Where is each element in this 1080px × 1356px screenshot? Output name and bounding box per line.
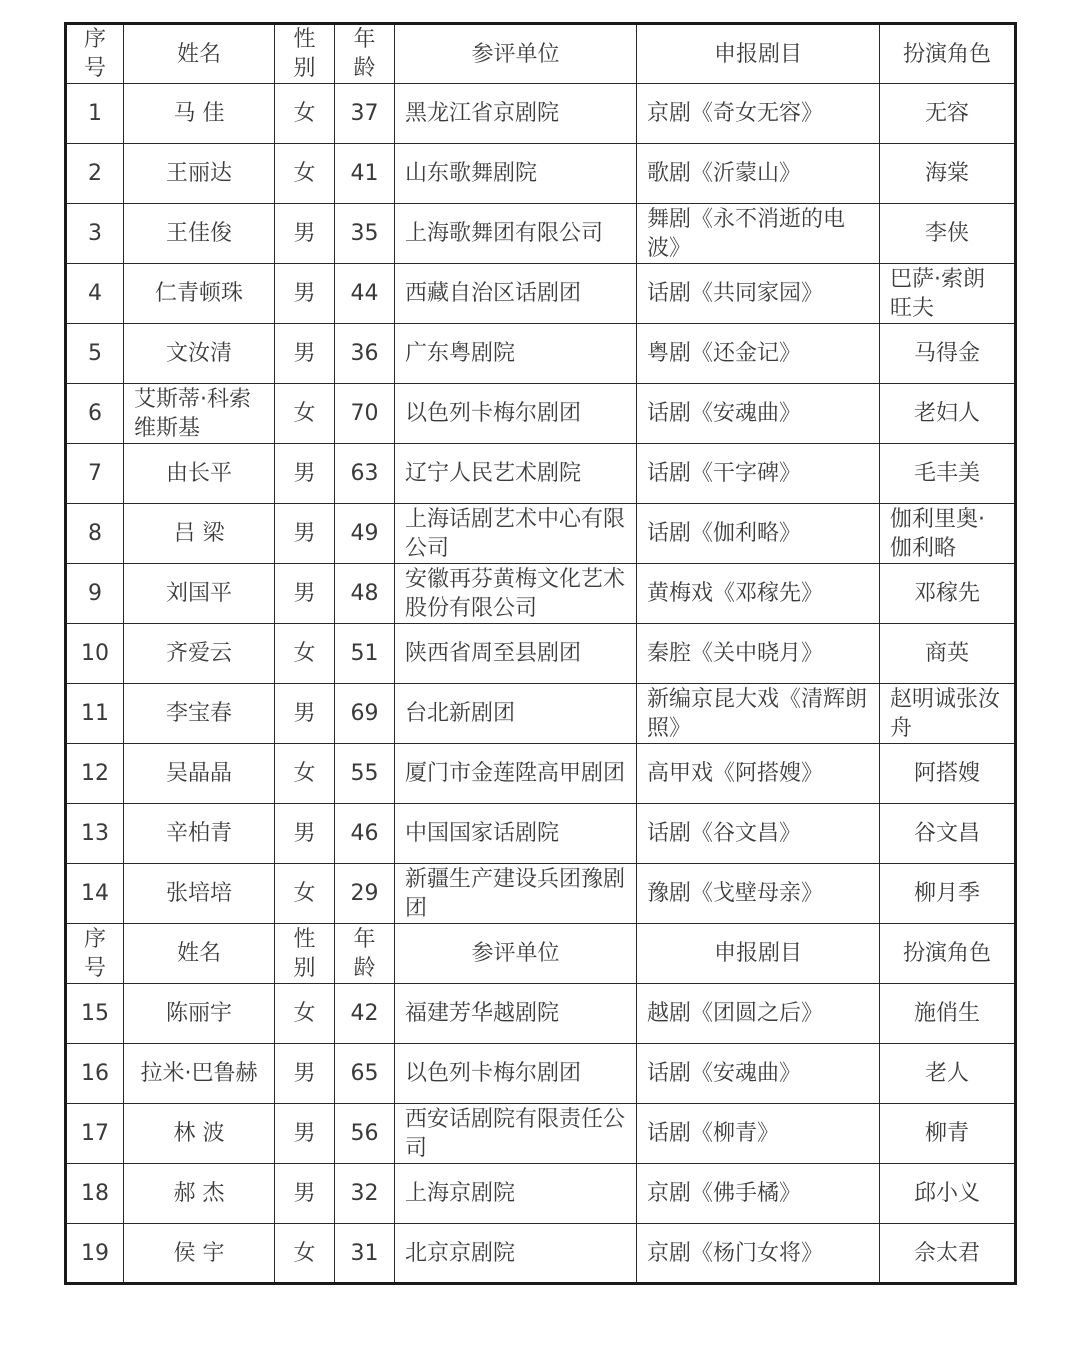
cell-gender: 男 (275, 804, 335, 864)
cell-unit: 台北新剧团 (395, 684, 637, 744)
cell-index: 18 (66, 1164, 124, 1224)
cell-age: 29 (335, 864, 395, 924)
cell-play: 话剧《干字碑》 (637, 444, 880, 504)
table-row (66, 444, 1016, 504)
cell-gender: 女 (275, 144, 335, 204)
cell-play: 黄梅戏《邓稼先》 (637, 564, 880, 624)
table-header-row (66, 24, 1016, 84)
cell-role: 佘太君 (880, 1224, 1016, 1284)
cell-index: 9 (66, 564, 124, 624)
cell-name: 刘国平 (124, 564, 275, 624)
cell-play: 秦腔《关中晓月》 (637, 624, 880, 684)
cell-gender: 男 (275, 684, 335, 744)
cell-unit: 辽宁人民艺术剧院 (395, 444, 637, 504)
cell-age: 36 (335, 324, 395, 384)
cell-gender: 女 (275, 864, 335, 924)
table-row (66, 1044, 1016, 1104)
cell-index: 15 (66, 984, 124, 1044)
cell-play: 话剧《共同家园》 (637, 264, 880, 324)
cell-index: 5 (66, 324, 124, 384)
cell-age: 42 (335, 984, 395, 1044)
cell-gender: 男 (275, 564, 335, 624)
cell-index: 12 (66, 744, 124, 804)
cell-role: 施俏生 (880, 984, 1016, 1044)
cell-gender: 男 (275, 1044, 335, 1104)
cell-unit: 西安话剧院有限责任公司 (395, 1104, 637, 1164)
table-row (66, 624, 1016, 684)
table-row (66, 1164, 1016, 1224)
cell-index: 8 (66, 504, 124, 564)
cell-gender: 女 (275, 1224, 335, 1284)
table-row (66, 1104, 1016, 1164)
cell-play: 话剧《伽利略》 (637, 504, 880, 564)
cell-index: 17 (66, 1104, 124, 1164)
header-name: 姓名 (124, 24, 275, 84)
cell-play: 京剧《佛手橘》 (637, 1164, 880, 1224)
cell-play: 新编京昆大戏《清辉朗照》 (637, 684, 880, 744)
cell-age: 70 (335, 384, 395, 444)
cell-role: 老人 (880, 1044, 1016, 1104)
cell-play: 豫剧《戈壁母亲》 (637, 864, 880, 924)
header-index: 序 号 (66, 924, 124, 984)
cell-unit: 中国国家话剧院 (395, 804, 637, 864)
cell-age: 35 (335, 204, 395, 264)
cell-role: 柳青 (880, 1104, 1016, 1164)
cell-gender: 男 (275, 324, 335, 384)
header-age: 年 龄 (335, 924, 395, 984)
cell-age: 69 (335, 684, 395, 744)
cell-name: 艾斯蒂·科索维斯基 (124, 384, 275, 444)
table-row (66, 264, 1016, 324)
cell-name: 侯 宇 (124, 1224, 275, 1284)
cell-play: 京剧《杨门女将》 (637, 1224, 880, 1284)
cell-unit: 北京京剧院 (395, 1224, 637, 1284)
cell-age: 46 (335, 804, 395, 864)
cell-age: 51 (335, 624, 395, 684)
cell-index: 6 (66, 384, 124, 444)
header-index: 序 号 (66, 24, 124, 84)
table-row (66, 504, 1016, 564)
cell-role: 李侠 (880, 204, 1016, 264)
cell-role: 商英 (880, 624, 1016, 684)
cell-index: 13 (66, 804, 124, 864)
cell-unit: 广东粤剧院 (395, 324, 637, 384)
table-row (66, 984, 1016, 1044)
cell-gender: 男 (275, 444, 335, 504)
cell-role: 邱小义 (880, 1164, 1016, 1224)
cell-role: 海棠 (880, 144, 1016, 204)
cell-name: 齐爱云 (124, 624, 275, 684)
table-row (66, 864, 1016, 924)
cell-role: 谷文昌 (880, 804, 1016, 864)
cell-index: 2 (66, 144, 124, 204)
cell-gender: 女 (275, 624, 335, 684)
cell-index: 10 (66, 624, 124, 684)
cell-unit: 西藏自治区话剧团 (395, 264, 637, 324)
cell-play: 话剧《安魂曲》 (637, 1044, 880, 1104)
cell-role: 马得金 (880, 324, 1016, 384)
cell-play: 高甲戏《阿搭嫂》 (637, 744, 880, 804)
cell-age: 41 (335, 144, 395, 204)
cell-index: 1 (66, 84, 124, 144)
cell-index: 4 (66, 264, 124, 324)
cell-gender: 男 (275, 1104, 335, 1164)
table-row (66, 324, 1016, 384)
table-row (66, 684, 1016, 744)
cell-play: 话剧《安魂曲》 (637, 384, 880, 444)
header-unit: 参评单位 (395, 924, 637, 984)
header-gender: 性 别 (275, 24, 335, 84)
cell-unit: 新疆生产建设兵团豫剧团 (395, 864, 637, 924)
table-row (66, 744, 1016, 804)
nominee-table (64, 22, 1017, 1285)
cell-age: 37 (335, 84, 395, 144)
cell-role: 赵明诚张汝舟 (880, 684, 1016, 744)
table-row (66, 1224, 1016, 1284)
cell-unit: 以色列卡梅尔剧团 (395, 384, 637, 444)
cell-age: 49 (335, 504, 395, 564)
table-header-row (66, 924, 1016, 984)
cell-play: 话剧《谷文昌》 (637, 804, 880, 864)
cell-gender: 女 (275, 84, 335, 144)
cell-age: 44 (335, 264, 395, 324)
cell-name: 张培培 (124, 864, 275, 924)
cell-unit: 陕西省周至县剧团 (395, 624, 637, 684)
cell-age: 55 (335, 744, 395, 804)
table-row (66, 804, 1016, 864)
cell-age: 32 (335, 1164, 395, 1224)
cell-gender: 女 (275, 744, 335, 804)
table-row (66, 564, 1016, 624)
table-row (66, 144, 1016, 204)
cell-name: 李宝春 (124, 684, 275, 744)
cell-unit: 山东歌舞剧院 (395, 144, 637, 204)
table-body (66, 24, 1016, 1284)
cell-name: 王丽达 (124, 144, 275, 204)
cell-role: 阿搭嫂 (880, 744, 1016, 804)
cell-name: 吴晶晶 (124, 744, 275, 804)
cell-name: 郝 杰 (124, 1164, 275, 1224)
cell-name: 马 佳 (124, 84, 275, 144)
cell-unit: 福建芳华越剧院 (395, 984, 637, 1044)
cell-unit: 以色列卡梅尔剧团 (395, 1044, 637, 1104)
cell-role: 无容 (880, 84, 1016, 144)
header-role: 扮演角色 (880, 924, 1016, 984)
cell-gender: 男 (275, 264, 335, 324)
cell-index: 7 (66, 444, 124, 504)
cell-name: 仁青顿珠 (124, 264, 275, 324)
cell-name: 王佳俊 (124, 204, 275, 264)
cell-play: 话剧《柳青》 (637, 1104, 880, 1164)
cell-gender: 女 (275, 384, 335, 444)
cell-name: 文汝清 (124, 324, 275, 384)
cell-role: 毛丰美 (880, 444, 1016, 504)
header-age: 年 龄 (335, 24, 395, 84)
cell-unit: 黑龙江省京剧院 (395, 84, 637, 144)
cell-play: 舞剧《永不消逝的电波》 (637, 204, 880, 264)
cell-index: 11 (66, 684, 124, 744)
cell-index: 19 (66, 1224, 124, 1284)
cell-name: 由长平 (124, 444, 275, 504)
cell-role: 邓稼先 (880, 564, 1016, 624)
cell-name: 辛柏青 (124, 804, 275, 864)
table-row (66, 384, 1016, 444)
cell-role: 老妇人 (880, 384, 1016, 444)
cell-unit: 上海话剧艺术中心有限公司 (395, 504, 637, 564)
cell-age: 56 (335, 1104, 395, 1164)
header-gender: 性 别 (275, 924, 335, 984)
cell-index: 3 (66, 204, 124, 264)
header-play: 申报剧目 (637, 24, 880, 84)
cell-gender: 男 (275, 1164, 335, 1224)
cell-unit: 上海京剧院 (395, 1164, 637, 1224)
table-row (66, 84, 1016, 144)
cell-role: 柳月季 (880, 864, 1016, 924)
cell-role: 巴萨·索朗旺夫 (880, 264, 1016, 324)
cell-age: 63 (335, 444, 395, 504)
cell-age: 31 (335, 1224, 395, 1284)
header-role: 扮演角色 (880, 24, 1016, 84)
cell-index: 14 (66, 864, 124, 924)
cell-age: 48 (335, 564, 395, 624)
cell-play: 越剧《团圆之后》 (637, 984, 880, 1044)
header-unit: 参评单位 (395, 24, 637, 84)
cell-name: 陈丽宇 (124, 984, 275, 1044)
cell-unit: 上海歌舞团有限公司 (395, 204, 637, 264)
cell-gender: 男 (275, 204, 335, 264)
cell-play: 京剧《奇女无容》 (637, 84, 880, 144)
cell-gender: 女 (275, 984, 335, 1044)
cell-play: 粤剧《还金记》 (637, 324, 880, 384)
cell-index: 16 (66, 1044, 124, 1104)
cell-age: 65 (335, 1044, 395, 1104)
cell-unit: 安徽再芬黄梅文化艺术股份有限公司 (395, 564, 637, 624)
cell-unit: 厦门市金莲陞高甲剧团 (395, 744, 637, 804)
header-play: 申报剧目 (637, 924, 880, 984)
header-name: 姓名 (124, 924, 275, 984)
table-row (66, 204, 1016, 264)
cell-name: 拉米·巴鲁赫 (124, 1044, 275, 1104)
cell-play: 歌剧《沂蒙山》 (637, 144, 880, 204)
cell-role: 伽利里奥·伽利略 (880, 504, 1016, 564)
cell-name: 林 波 (124, 1104, 275, 1164)
cell-gender: 男 (275, 504, 335, 564)
cell-name: 吕 梁 (124, 504, 275, 564)
